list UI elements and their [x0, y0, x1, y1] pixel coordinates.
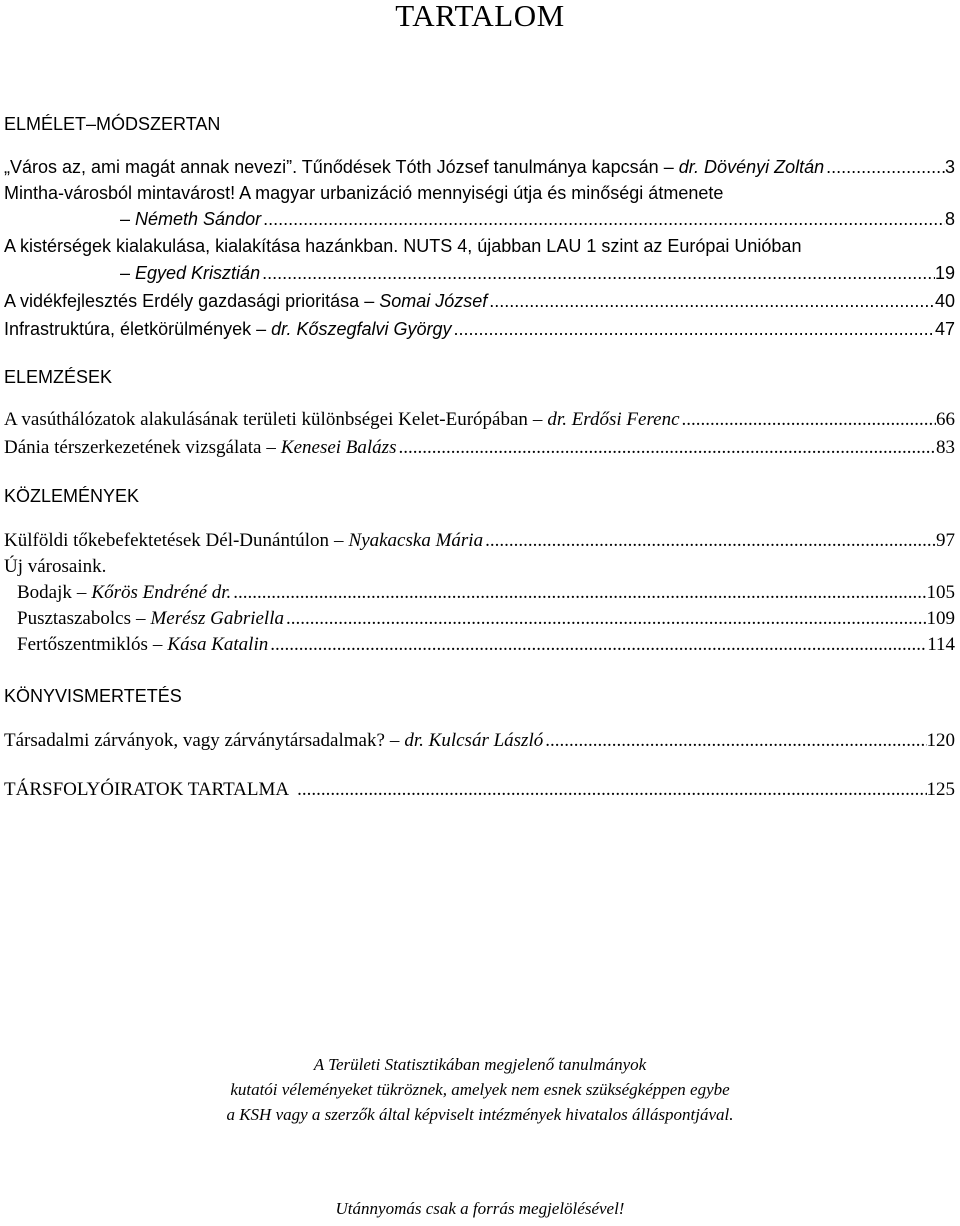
dot-leader — [545, 730, 926, 752]
entry-title: Társadalmi zárványok, vagy zárványtársadalmak? — [4, 730, 385, 751]
entry-page: 97 — [936, 530, 955, 551]
entry-page: 120 — [926, 730, 955, 751]
entry-author: Kenesei Balázs — [280, 437, 397, 458]
entry-author: dr. Kulcsár László — [404, 730, 544, 751]
toc-entry-6[interactable] — [4, 409, 955, 431]
entry-dash: – — [120, 209, 131, 229]
entry-dash: – — [532, 409, 543, 430]
entry-title: Dánia térszerkezetének vizsgálata — [4, 437, 262, 458]
entry-title: A vidékfejlesztés Erdély gazdasági prioritása — [4, 291, 360, 311]
entry-dash: – — [152, 634, 163, 655]
toc-entry-10[interactable] — [17, 582, 955, 604]
entry-title: Fertőszentmiklós — [17, 634, 148, 655]
dot-leader — [233, 582, 926, 604]
entry-dash: – — [334, 530, 344, 551]
toc-entry-3-title[interactable]: A kistérségek kialakulása, kialakítása hazánkban. NUTS 4, újabban LAU 1 szint az Európai Unióban — [4, 236, 802, 256]
entry-author: Németh Sándor — [135, 209, 262, 229]
notice-line-3: a KSH vagy a szerzők által képviselt intézmények hivatalos álláspontjával. — [226, 1105, 734, 1124]
toc-entry-5[interactable] — [4, 318, 955, 340]
toc-entry-8[interactable] — [4, 530, 955, 552]
entry-page: 40 — [934, 291, 955, 311]
entry-title: Infrastruktúra, életkörülmények — [4, 319, 252, 339]
dot-leader — [454, 318, 935, 340]
section-heading-kozlemenyek: KÖZLEMÉNYEK — [4, 486, 140, 506]
toc-entry-13[interactable] — [4, 730, 955, 752]
dot-leader — [398, 437, 936, 459]
entry-author: Merész Gabriella — [150, 608, 284, 629]
entry-author: Egyed Krisztián — [135, 263, 261, 283]
entry-page: 19 — [934, 263, 955, 283]
entry-dash: – — [364, 291, 375, 311]
entry-title: Bodajk — [17, 582, 72, 603]
entry-author: dr. Kőszegfalvi György — [271, 319, 452, 339]
toc-entry-4[interactable] — [4, 290, 955, 312]
dot-leader — [682, 409, 936, 431]
entry-author: Kása Katalin — [167, 634, 269, 655]
entry-author: dr. Erdősi Ferenc — [547, 409, 680, 430]
entry-page: 66 — [936, 409, 955, 430]
entry-author: Kőrös Endréné dr. — [91, 582, 232, 603]
footer-reprint-notice: Utánnyomás csak a forrás megjelölésével! — [335, 1199, 625, 1218]
entry-page: 125 — [926, 779, 955, 800]
entry-page: 105 — [926, 582, 955, 603]
dot-leader — [489, 290, 935, 312]
entry-dash: – — [256, 319, 267, 339]
dot-leader — [297, 779, 926, 801]
entry-page: 3 — [944, 157, 955, 177]
entry-dash: – — [135, 608, 146, 629]
dot-leader — [826, 156, 945, 178]
toc-entry-1[interactable] — [4, 156, 955, 178]
dot-leader — [263, 208, 945, 230]
entry-title: TÁRSFOLYÓIRATOK TARTALMA — [4, 779, 290, 800]
entry-title: A vasúthálózatok alakulásának területi különbségei Kelet-Európában — [4, 409, 528, 430]
entry-author: dr. Dövényi Zoltán — [678, 157, 825, 177]
dot-leader — [485, 530, 936, 552]
toc-entry-7[interactable] — [4, 437, 955, 459]
section-heading-elemzesek: ELEMZÉSEK — [4, 367, 113, 387]
entry-title: „Város az, ami magát annak nevezi”. Tűnődések Tóth József tanulmánya kapcsán — [4, 157, 659, 177]
entry-dash: – — [120, 263, 131, 283]
entry-dash: – — [389, 730, 400, 751]
section-heading-konyvismertetes: KÖNYVISMERTETÉS — [4, 686, 182, 706]
toc-entry-11[interactable] — [17, 608, 955, 630]
entry-author: Somai József — [379, 291, 488, 311]
notice-line-1: A Területi Statisztikában megjelenő tanulmányok — [313, 1055, 647, 1074]
toc-entry-14[interactable] — [4, 779, 955, 801]
toc-subheading-uj-varosaink: Új városaink. — [4, 556, 107, 577]
section-heading-elmelet: ELMÉLET–MÓDSZERTAN — [4, 114, 221, 134]
entry-page: 109 — [926, 608, 955, 629]
entry-title: Pusztaszabolcs — [17, 608, 131, 629]
entry-page: 8 — [944, 209, 955, 229]
dot-leader — [262, 262, 935, 284]
entry-title: Külföldi tőkebefektetések Dél-Dunántúlon — [4, 530, 330, 551]
toc-entry-12[interactable] — [17, 634, 955, 656]
entry-dash: – — [76, 582, 87, 603]
entry-page: 83 — [936, 437, 955, 458]
entry-dash: – — [266, 437, 276, 458]
dot-leader — [286, 608, 927, 630]
entry-dash: – — [663, 157, 674, 177]
toc-entry-3[interactable] — [120, 262, 955, 284]
entry-author: Nyakacska Mária — [348, 530, 484, 551]
toc-entry-2[interactable] — [120, 208, 955, 230]
entry-page: 114 — [927, 634, 955, 655]
toc-entry-2-title[interactable]: Mintha-városból mintavárost! A magyar urbanizáció mennyiségi útja és minőségi átmenete — [4, 183, 724, 203]
notice-line-2: kutatói véleményeket tükröznek, amelyek nem esnek szükségképpen egybe — [230, 1080, 730, 1099]
dot-leader — [270, 634, 927, 656]
entry-page: 47 — [934, 319, 955, 339]
page-title: TARTALOM — [395, 0, 565, 33]
